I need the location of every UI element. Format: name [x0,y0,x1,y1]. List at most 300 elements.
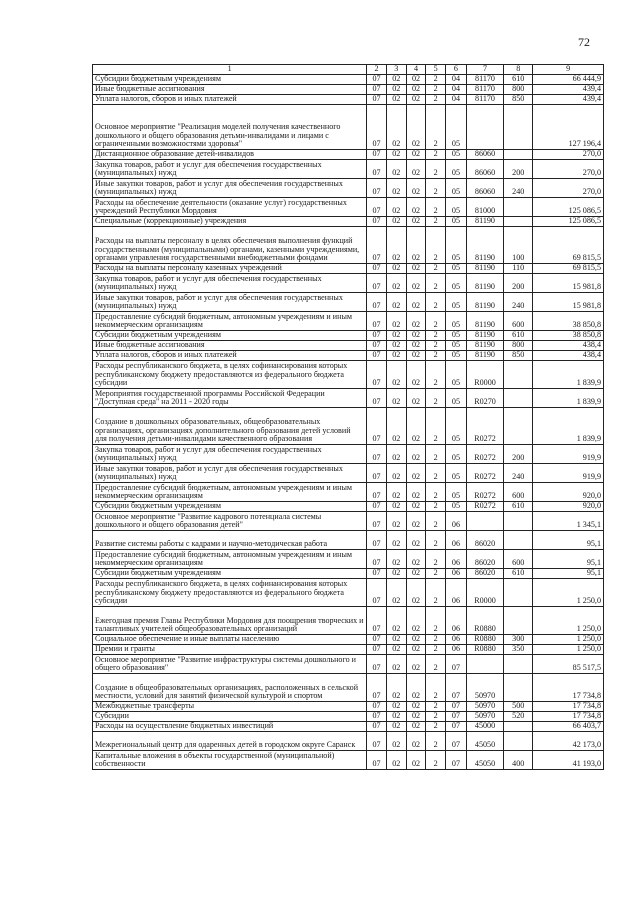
row-program-cell: 02 [406,95,426,105]
row-expense-type-cell: 240 [504,464,533,483]
row-program-cell: 02 [406,331,426,341]
row-direction-cell: 45050 [466,732,503,751]
row-subsection-cell: 02 [386,635,406,645]
row-expense-type-cell [504,217,533,227]
row-program-cell: 02 [406,160,426,179]
row-amount-cell: 66 403,7 [533,722,604,732]
row-event-cell: 05 [446,293,467,312]
row-event-cell: 05 [446,105,467,150]
table-row [93,217,604,227]
row-expense-type-cell [504,531,533,550]
row-amount-cell: 38 850,8 [533,331,604,341]
row-name-cell: Закупка товаров, работ и услуг для обеспечения государственных (муниципальных) нужд [93,445,367,464]
row-event-cell: 04 [446,75,467,85]
table-row [93,635,604,645]
header-cell: 6 [446,65,467,75]
row-name-cell: Предоставление субсидий бюджетным, автономным учреждениям и иным некоммерческим организациям [93,550,367,569]
row-subsection-cell: 02 [386,274,406,293]
row-amount-cell: 270,0 [533,179,604,198]
row-subprogram-cell: 2 [426,331,446,341]
row-name-cell: Расходы на обеспечение деятельности (оказание услуг) государственных учреждений Республики Мордовия [93,198,367,217]
row-name-cell: Расходы республиканского бюджета, в целях софинансирования которых республиканскому бюджету предоставляются из федерального бюджета субсидии [93,361,367,389]
row-direction-cell: 86060 [466,160,503,179]
row-event-cell: 07 [446,702,467,712]
row-section-cell: 07 [367,483,387,502]
row-event-cell: 05 [446,502,467,512]
table-row [93,274,604,293]
row-subsection-cell: 02 [386,351,406,361]
row-event-cell: 05 [446,264,467,274]
row-amount-cell: 1 250,0 [533,645,604,655]
row-subprogram-cell: 2 [426,160,446,179]
row-expense-type-cell [504,408,533,445]
row-direction-cell: 81190 [466,264,503,274]
row-section-cell: 07 [367,655,387,674]
row-section-cell: 07 [367,75,387,85]
row-section-cell: 07 [367,95,387,105]
row-event-cell: 06 [446,579,467,607]
row-section-cell: 07 [367,722,387,732]
row-program-cell: 02 [406,264,426,274]
row-direction-cell: 81190 [466,217,503,227]
row-program-cell: 02 [406,445,426,464]
row-section-cell: 07 [367,674,387,702]
row-event-cell: 05 [446,483,467,502]
row-direction-cell: 81190 [466,341,503,351]
row-expense-type-cell: 800 [504,85,533,95]
row-subprogram-cell: 2 [426,732,446,751]
row-name-cell: Создание в дошкольных образовательных, общеобразовательных организациях, организациях дополнительного образования детей условий для получения детьми-инвалидами качественного образования [93,408,367,445]
row-name-cell: Расходы республиканского бюджета, в целях софинансирования которых республиканскому бюджету предоставляются из федерального бюджета субсидии [93,579,367,607]
row-section-cell: 07 [367,264,387,274]
row-section-cell: 07 [367,217,387,227]
row-event-cell: 05 [446,217,467,227]
row-subsection-cell: 02 [386,483,406,502]
header-cell: 4 [406,65,426,75]
row-section-cell: 07 [367,105,387,150]
row-section-cell: 07 [367,198,387,217]
row-amount-cell: 1 839,9 [533,389,604,408]
table-row [93,483,604,502]
row-name-cell: Межрегиональный центр для одаренных детей в городском округе Саранск [93,732,367,751]
row-subprogram-cell: 2 [426,198,446,217]
table-row [93,512,604,531]
row-expense-type-cell [504,607,533,635]
row-section-cell: 07 [367,635,387,645]
row-subprogram-cell: 2 [426,635,446,645]
row-amount-cell: 1 345,1 [533,512,604,531]
row-subsection-cell: 02 [386,655,406,674]
row-subsection-cell: 02 [386,512,406,531]
row-event-cell: 06 [446,635,467,645]
row-subprogram-cell: 2 [426,264,446,274]
row-name-cell: Иные бюджетные ассигнования [93,341,367,351]
row-name-cell: Расходы на выплаты персоналу в целях обеспечения выполнения функций государственными (муниципальными) органами, казенными учреждениями, органами управления государственными внебюджетными фондами [93,227,367,264]
table-row [93,579,604,607]
row-program-cell: 02 [406,674,426,702]
row-expense-type-cell: 610 [504,502,533,512]
row-event-cell: 05 [446,150,467,160]
header-cell: 1 [93,65,367,75]
table-row [93,293,604,312]
table-row [93,85,604,95]
row-amount-cell: 69 815,5 [533,264,604,274]
row-program-cell: 02 [406,75,426,85]
row-direction-cell: 86020 [466,531,503,550]
row-event-cell: 06 [446,531,467,550]
row-amount-cell: 95,1 [533,569,604,579]
row-expense-type-cell: 110 [504,264,533,274]
row-subprogram-cell: 2 [426,531,446,550]
row-subprogram-cell: 2 [426,569,446,579]
row-program-cell: 02 [406,179,426,198]
row-amount-cell: 919,9 [533,445,604,464]
row-subsection-cell: 02 [386,502,406,512]
row-subprogram-cell: 2 [426,607,446,635]
table-row [93,722,604,732]
row-program-cell: 02 [406,274,426,293]
row-expense-type-cell: 610 [504,75,533,85]
row-direction-cell: 45000 [466,722,503,732]
row-expense-type-cell [504,579,533,607]
row-expense-type-cell: 850 [504,95,533,105]
row-direction-cell: R0880 [466,645,503,655]
row-expense-type-cell: 200 [504,160,533,179]
row-direction-cell: R0000 [466,579,503,607]
row-subprogram-cell: 2 [426,95,446,105]
row-section-cell: 07 [367,512,387,531]
row-program-cell: 02 [406,732,426,751]
row-amount-cell: 1 250,0 [533,607,604,635]
row-amount-cell: 17 734,8 [533,712,604,722]
row-section-cell: 07 [367,502,387,512]
row-amount-cell: 1 839,9 [533,408,604,445]
row-name-cell: Социальное обеспечение и иные выплаты населению [93,635,367,645]
row-event-cell: 07 [446,655,467,674]
row-expense-type-cell: 240 [504,179,533,198]
row-subsection-cell: 02 [386,198,406,217]
row-amount-cell: 920,0 [533,483,604,502]
row-name-cell: Субсидии бюджетным учреждениям [93,502,367,512]
table-row [93,160,604,179]
row-subsection-cell: 02 [386,160,406,179]
row-program-cell: 02 [406,361,426,389]
row-direction-cell: 81000 [466,198,503,217]
row-section-cell: 07 [367,351,387,361]
row-direction-cell: 81190 [466,312,503,331]
table-row [93,445,604,464]
row-name-cell: Основное мероприятие "Развитие инфраструктуры системы дошкольного и общего образования" [93,655,367,674]
row-subprogram-cell: 2 [426,341,446,351]
row-direction-cell: R0272 [466,464,503,483]
table-row [93,751,604,770]
row-direction-cell: 81190 [466,274,503,293]
row-program-cell: 02 [406,712,426,722]
row-subprogram-cell: 2 [426,702,446,712]
row-name-cell: Предоставление субсидий бюджетным, автономным учреждениям и иным некоммерческим организациям [93,312,367,331]
row-subprogram-cell: 2 [426,579,446,607]
table-row [93,105,604,150]
row-expense-type-cell: 300 [504,635,533,645]
row-amount-cell: 127 196,4 [533,105,604,150]
row-amount-cell: 69 815,5 [533,227,604,264]
row-subprogram-cell: 2 [426,361,446,389]
row-direction-cell: 81190 [466,293,503,312]
row-subprogram-cell: 2 [426,217,446,227]
row-name-cell: Создание в общеобразовательных организациях, расположенных в сельской местности, условий для занятий физической культурой и спортом [93,674,367,702]
row-expense-type-cell [504,512,533,531]
row-direction-cell: 86060 [466,179,503,198]
row-subprogram-cell: 2 [426,179,446,198]
table-row [93,569,604,579]
header-cell: 5 [426,65,446,75]
row-subprogram-cell: 2 [426,655,446,674]
row-subsection-cell: 02 [386,722,406,732]
row-program-cell: 02 [406,502,426,512]
row-amount-cell: 15 981,8 [533,274,604,293]
row-subsection-cell: 02 [386,389,406,408]
row-subprogram-cell: 2 [426,293,446,312]
table-row [93,75,604,85]
row-amount-cell: 125 086,5 [533,217,604,227]
table-row [93,198,604,217]
row-subsection-cell: 02 [386,217,406,227]
row-program-cell: 02 [406,483,426,502]
row-subprogram-cell: 2 [426,712,446,722]
row-program-cell: 02 [406,105,426,150]
row-subsection-cell: 02 [386,445,406,464]
row-direction-cell: R0272 [466,408,503,445]
row-expense-type-cell: 800 [504,341,533,351]
row-section-cell: 07 [367,464,387,483]
row-expense-type-cell: 520 [504,712,533,722]
row-program-cell: 02 [406,293,426,312]
row-subprogram-cell: 2 [426,105,446,150]
row-direction-cell [466,512,503,531]
row-subsection-cell: 02 [386,361,406,389]
row-subprogram-cell: 2 [426,645,446,655]
row-amount-cell: 95,1 [533,550,604,569]
row-direction-cell: 86020 [466,569,503,579]
header-cell: 7 [466,65,503,75]
row-section-cell: 07 [367,712,387,722]
row-program-cell: 02 [406,150,426,160]
row-subprogram-cell: 2 [426,274,446,293]
row-subsection-cell: 02 [386,227,406,264]
table-row [93,389,604,408]
row-program-cell: 02 [406,655,426,674]
table-row [93,341,604,351]
row-amount-cell: 439,4 [533,95,604,105]
row-name-cell: Основное мероприятие "Реализация моделей получения качественного дошкольного и общего образования детьми-инвалидами и лицами с ограниченными возможностями здоровья" [93,105,367,150]
row-subprogram-cell: 2 [426,550,446,569]
row-program-cell: 02 [406,645,426,655]
row-direction-cell: R0880 [466,607,503,635]
row-amount-cell: 15 981,8 [533,293,604,312]
row-amount-cell: 270,0 [533,150,604,160]
row-amount-cell: 17 734,8 [533,674,604,702]
row-direction-cell: 50970 [466,674,503,702]
table-row [93,351,604,361]
row-event-cell: 05 [446,351,467,361]
row-expense-type-cell [504,674,533,702]
row-subprogram-cell: 2 [426,445,446,464]
row-subprogram-cell: 2 [426,389,446,408]
row-expense-type-cell: 100 [504,227,533,264]
row-amount-cell: 38 850,8 [533,312,604,331]
row-expense-type-cell: 400 [504,751,533,770]
row-subprogram-cell: 2 [426,85,446,95]
row-direction-cell: R0880 [466,635,503,645]
row-amount-cell: 920,0 [533,502,604,512]
row-event-cell: 05 [446,274,467,293]
row-event-cell: 05 [446,408,467,445]
row-section-cell: 07 [367,408,387,445]
row-event-cell: 07 [446,751,467,770]
row-event-cell: 06 [446,569,467,579]
row-subsection-cell: 02 [386,569,406,579]
table-row [93,312,604,331]
row-expense-type-cell [504,722,533,732]
row-direction-cell: R0272 [466,502,503,512]
row-direction-cell: 50970 [466,712,503,722]
row-subprogram-cell: 2 [426,312,446,331]
budget-table [92,64,604,770]
row-direction-cell: R0272 [466,483,503,502]
row-expense-type-cell: 600 [504,550,533,569]
row-expense-type-cell: 850 [504,351,533,361]
row-expense-type-cell: 600 [504,312,533,331]
table-row [93,264,604,274]
row-event-cell: 05 [446,464,467,483]
row-direction-cell: 86060 [466,150,503,160]
row-direction-cell: 81190 [466,331,503,341]
row-name-cell: Дистанционное образование детей-инвалидов [93,150,367,160]
row-subprogram-cell: 2 [426,408,446,445]
row-expense-type-cell: 500 [504,702,533,712]
row-subsection-cell: 02 [386,264,406,274]
row-section-cell: 07 [367,702,387,712]
row-section-cell: 07 [367,607,387,635]
row-subsection-cell: 02 [386,293,406,312]
row-event-cell: 05 [446,312,467,331]
table-row [93,331,604,341]
row-program-cell: 02 [406,408,426,445]
header-cell: 8 [504,65,533,75]
row-event-cell: 05 [446,341,467,351]
row-subsection-cell: 02 [386,464,406,483]
row-direction-cell: 86020 [466,550,503,569]
row-program-cell: 02 [406,531,426,550]
table-row [93,95,604,105]
page-number: 72 [578,35,590,49]
row-direction-cell: 81170 [466,75,503,85]
row-section-cell: 07 [367,445,387,464]
row-section-cell: 07 [367,389,387,408]
row-subprogram-cell: 2 [426,351,446,361]
row-section-cell: 07 [367,331,387,341]
row-name-cell: Закупка товаров, работ и услуг для обеспечения государственных (муниципальных) нужд [93,160,367,179]
row-event-cell: 07 [446,712,467,722]
table-row [93,712,604,722]
header-cell: 3 [386,65,406,75]
row-subsection-cell: 02 [386,550,406,569]
row-name-cell: Мероприятия государственной программы Российской Федерации "Доступная среда" на 2011 - 2020 годы [93,389,367,408]
row-name-cell: Капитальные вложения в объекты государственной (муниципальной) собственности [93,751,367,770]
row-expense-type-cell [504,732,533,751]
row-subprogram-cell: 2 [426,751,446,770]
row-expense-type-cell: 600 [504,483,533,502]
row-expense-type-cell: 350 [504,645,533,655]
table-row [93,227,604,264]
row-direction-cell: 81170 [466,95,503,105]
row-name-cell: Межбюджетные трансферты [93,702,367,712]
table-row [93,179,604,198]
row-section-cell: 07 [367,550,387,569]
row-event-cell: 05 [446,198,467,217]
row-name-cell: Расходы на осуществление бюджетных инвестиций [93,722,367,732]
row-event-cell: 06 [446,645,467,655]
row-amount-cell: 439,4 [533,85,604,95]
row-event-cell: 06 [446,512,467,531]
row-subsection-cell: 02 [386,408,406,445]
row-section-cell: 07 [367,179,387,198]
table-row [93,550,604,569]
row-subprogram-cell: 2 [426,483,446,502]
row-section-cell: 07 [367,293,387,312]
row-program-cell: 02 [406,389,426,408]
row-event-cell: 05 [446,227,467,264]
table-row [93,607,604,635]
row-program-cell: 02 [406,722,426,732]
row-subsection-cell: 02 [386,150,406,160]
row-subsection-cell: 02 [386,331,406,341]
table-row [93,732,604,751]
header-cell: 2 [367,65,387,75]
row-subsection-cell: 02 [386,732,406,751]
row-direction-cell: R0270 [466,389,503,408]
table-row [93,361,604,389]
row-event-cell: 05 [446,361,467,389]
row-subsection-cell: 02 [386,312,406,331]
header-cell: 9 [533,65,604,75]
row-program-cell: 02 [406,464,426,483]
row-subprogram-cell: 2 [426,75,446,85]
row-name-cell: Иные закупки товаров, работ и услуг для обеспечения государственных (муниципальных) нужд [93,179,367,198]
row-amount-cell: 438,4 [533,351,604,361]
row-program-cell: 02 [406,569,426,579]
row-program-cell: 02 [406,217,426,227]
row-amount-cell: 41 193,0 [533,751,604,770]
row-subsection-cell: 02 [386,179,406,198]
row-program-cell: 02 [406,512,426,531]
row-event-cell: 05 [446,389,467,408]
row-name-cell: Субсидии бюджетным учреждениям [93,569,367,579]
row-amount-cell: 1 839,9 [533,361,604,389]
row-event-cell: 06 [446,607,467,635]
row-program-cell: 02 [406,351,426,361]
row-amount-cell: 1 250,0 [533,579,604,607]
row-subsection-cell: 02 [386,579,406,607]
row-subsection-cell: 02 [386,645,406,655]
row-name-cell: Субсидии [93,712,367,722]
row-event-cell: 05 [446,331,467,341]
row-event-cell: 06 [446,550,467,569]
row-subsection-cell: 02 [386,75,406,85]
row-amount-cell: 42 173,0 [533,732,604,751]
row-expense-type-cell [504,389,533,408]
row-subsection-cell: 02 [386,751,406,770]
